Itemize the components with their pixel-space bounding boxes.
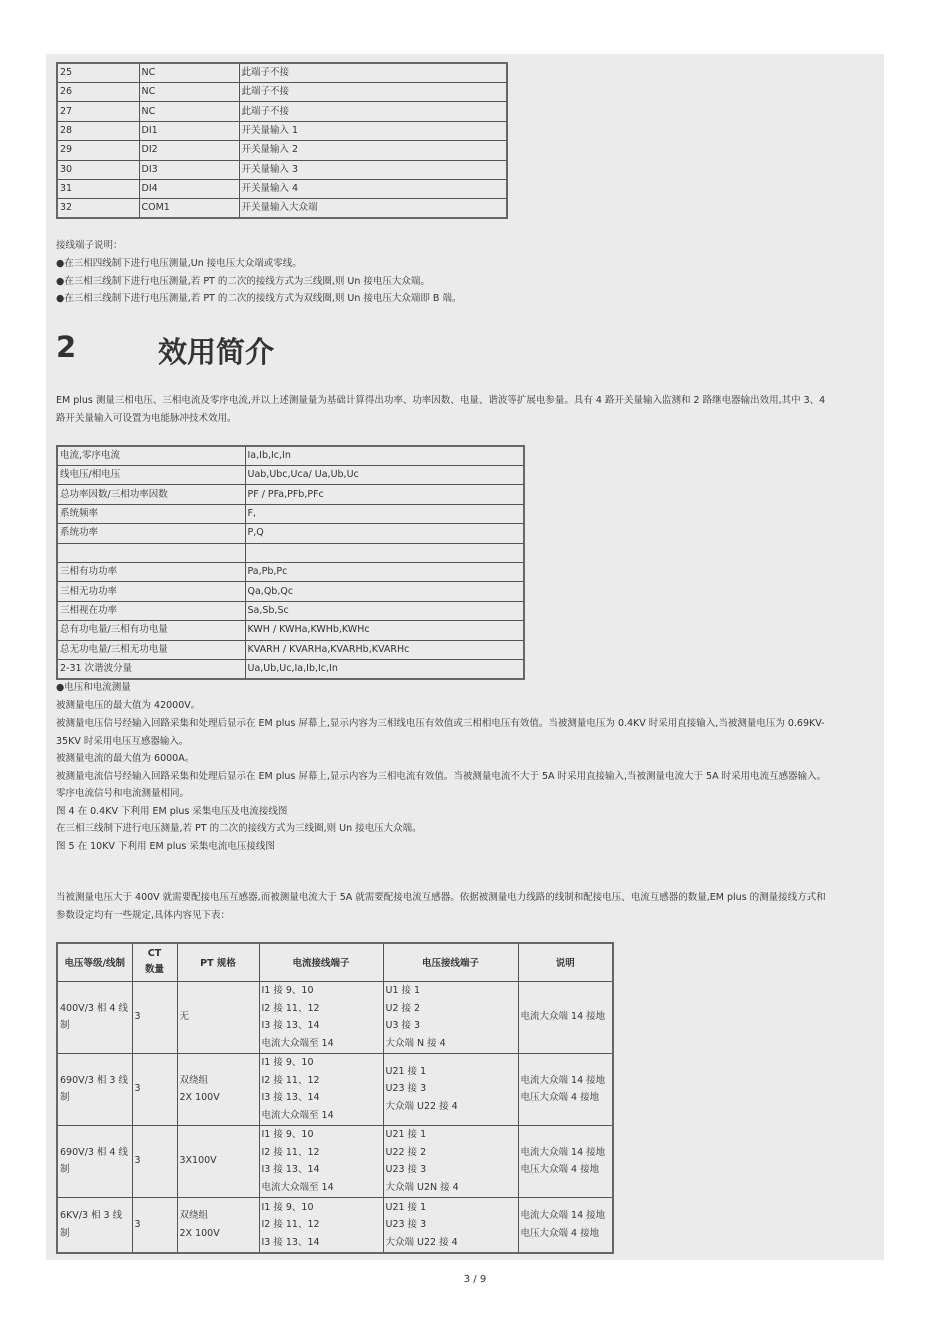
terminal-description: 开关量输入 1: [239, 121, 507, 140]
voltage-terminals-line: U23 接 3: [385, 1219, 427, 1230]
terminal-note: ●在三相四线制下进行电压测量,Un 接电压大众端或零线。: [56, 258, 302, 269]
terminal-description: 开关量输入 2: [239, 141, 507, 160]
wiring-note-line: 电流大众端 14 接地: [520, 1011, 606, 1023]
measure-symbol: Uab,Ubc,Uca/ Ua,Ub,Uc: [245, 466, 524, 485]
ct-count: 3: [132, 1197, 177, 1253]
voltage-level-line: 6KV/3 相 3 线: [60, 1210, 123, 1222]
terminal-number: 27: [57, 102, 139, 121]
terminal-code: NC: [139, 63, 239, 83]
table-row: [57, 1125, 613, 1197]
measure-symbol: PF / PFa,PFb,PFc: [245, 485, 524, 504]
header-ct-count: [132, 943, 177, 981]
table-row: [57, 160, 507, 179]
terminal-number: 30: [57, 160, 139, 179]
terminal-code: DI4: [139, 179, 239, 198]
wiring-note: [518, 1125, 613, 1197]
table-row: [57, 640, 524, 659]
table-row: [57, 1053, 613, 1125]
table-row: [57, 981, 613, 1053]
pt-spec: [177, 1053, 259, 1125]
terminal-note: ●在三相三线制下进行电压测量,若 PT 的二次的接线方式为三线圈,则 Un 接电压大众端。: [56, 276, 430, 287]
measure-name: 三相无功功率: [57, 582, 245, 601]
wiring-note-line: 电流大众端 14 接地: [520, 1146, 606, 1158]
measure-symbol: Qa,Qb,Qc: [245, 582, 524, 601]
voltage-level: [57, 1197, 132, 1253]
pt-spec-line: 3X100V: [179, 1155, 217, 1167]
wiring-note-line: 电压大众端 4 接地: [520, 1092, 600, 1103]
wiring-note-line: 电流大众端 14 接地: [520, 1210, 606, 1222]
header-ct-line: 数量: [144, 964, 164, 976]
pt-spec-line: 双绕组: [179, 1074, 209, 1086]
table-row: [57, 141, 507, 160]
current-terminals-line: I1 接 9、10: [261, 985, 314, 996]
measure-name: 系统功率: [57, 524, 245, 543]
voltage-level: [57, 1053, 132, 1125]
measure-symbol: P,Q: [245, 524, 524, 543]
current-terminals-line: I3 接 13、14: [261, 1236, 320, 1248]
measure-name: 三相视在功率: [57, 601, 245, 620]
terminal-description: 此端子不接: [239, 102, 507, 121]
table-row: [57, 83, 507, 102]
section-title: 效用简介: [158, 335, 275, 369]
table-row: [57, 543, 524, 562]
terminal-description: 开关量输入 4: [239, 179, 507, 198]
pt-intro-line: 参数设定均有一些规定,具体内容见下表：: [56, 910, 231, 921]
terminal-number: 29: [57, 141, 139, 160]
pt-spec: [177, 981, 259, 1053]
measurement-table: [56, 445, 525, 680]
header-current-terminal: 电流接线端子: [259, 943, 383, 981]
current-terminals-line: I3 接 13、14: [261, 1092, 320, 1103]
body-line: 在三相三线制下进行电压测量,若 PT 的二次的接线方式为三线圈,则 Un 接电压大众端。: [56, 823, 422, 834]
table-row: [57, 621, 524, 640]
current-terminals-line: I3 接 13、14: [261, 1164, 320, 1175]
voltage-level: [57, 1125, 132, 1197]
section-number: 2: [56, 330, 77, 364]
wiring-note: [518, 1053, 613, 1125]
current-terminals: [259, 1125, 383, 1197]
body-line: 被测量电流的最大值为 6000A。: [56, 753, 195, 764]
voltage-terminals-line: U21 接 1: [385, 1065, 427, 1077]
wiring-note-line: 电压大众端 4 接地: [520, 1164, 600, 1175]
voltage-terminals: [383, 1053, 518, 1125]
voltage-terminals-line: U2 接 2: [385, 1002, 421, 1014]
measure-name: [57, 543, 245, 562]
measure-symbol: KWH / KWHa,KWHb,KWHc: [245, 621, 524, 640]
table-row: [57, 485, 524, 504]
table-row: [57, 466, 524, 485]
measure-name: 三相有功功率: [57, 562, 245, 581]
table-row: [57, 199, 507, 219]
voltage-terminals-line: U23 接 3: [385, 1164, 427, 1175]
terminal-number: 32: [57, 199, 139, 219]
voltage-level-line: 制: [60, 1020, 70, 1031]
current-terminals-line: I2 接 11、12: [261, 1002, 320, 1014]
page-number: 3 / 9: [463, 1274, 487, 1285]
body-line: 被测量电流信号经输入回路采集和处理后显示在 EM plus 屏幕上,显示内容为三相电流有效值。当被测量电流不大于 5A 时采用直接输入,当被测量电流大于 5A 时采用电流互感器输入。: [56, 771, 827, 782]
table-row: [57, 504, 524, 523]
voltage-level-line: 制: [60, 1227, 70, 1239]
terminal-code: COM1: [139, 199, 239, 219]
table-row: [57, 582, 524, 601]
measure-name: 线电压/相电压: [57, 466, 245, 485]
current-terminals-line: I1 接 9、10: [261, 1129, 314, 1140]
measure-symbol: Ua,Ub,Uc,Ia,Ib,Ic,In: [245, 659, 524, 679]
voltage-terminals-line: 大众端 N 接 4: [385, 1037, 446, 1049]
intro-line: 路开关量输入可设置为电能脉冲技术效用。: [56, 413, 237, 424]
intro-line: EM plus 测量三相电压、三相电流及零序电流,并以上述测量量为基础计算得出功率、功率因数、电量、谐波等扩展电参量。具有 4 路开关量输入监测和 2 路继电器输出效用,其中 3、4: [56, 395, 826, 406]
table-row: [57, 524, 524, 543]
current-terminals-line: I3 接 13、14: [261, 1020, 320, 1031]
table-row: [57, 1197, 613, 1253]
measure-name: 总无功电量/三相无功电量: [57, 640, 245, 659]
current-terminals-line: 电流大众端至 14: [261, 1037, 334, 1049]
table-row: [57, 121, 507, 140]
pt-spec: [177, 1197, 259, 1253]
measure-symbol: Pa,Pb,Pc: [245, 562, 524, 581]
measure-symbol: Ia,Ib,Ic,In: [245, 446, 524, 466]
current-terminals-line: 电流大众端至 14: [261, 1181, 334, 1193]
body-line: 图 5 在 10KV 下利用 EM plus 采集电流电压接线图: [56, 841, 275, 852]
pt-spec-line: 无: [179, 1011, 190, 1023]
body-line: ●电压和电流测量: [56, 682, 131, 693]
pt-spec: [177, 1125, 259, 1197]
body-line: 零序电流信号和电流测量相同。: [56, 788, 190, 799]
voltage-terminals-line: 大众端 U22 接 4: [385, 1100, 458, 1112]
voltage-terminals: [383, 1125, 518, 1197]
terminal-notes-title: 接线端子说明：: [56, 240, 123, 251]
voltage-level-line: 400V/3 相 4 线: [60, 1002, 128, 1014]
voltage-level-line: 制: [60, 1092, 70, 1103]
terminal-code: NC: [139, 102, 239, 121]
wiring-note: [518, 981, 613, 1053]
voltage-terminals-line: U22 接 2: [385, 1146, 427, 1158]
pt-spec-line: 2X 100V: [179, 1092, 220, 1103]
wiring-note-line: 电压大众端 4 接地: [520, 1227, 600, 1239]
measure-name: 系统频率: [57, 504, 245, 523]
current-terminals-line: 电流大众端至 14: [261, 1109, 334, 1121]
current-terminals: [259, 981, 383, 1053]
measure-name: 电流,零序电流: [57, 446, 245, 466]
measure-name: 总有功电量/三相有功电量: [57, 621, 245, 640]
terminal-note: ●在三相三线制下进行电压测量,若 PT 的二次的接线方式为双线圈,则 Un 接电压大众端即 B 端。: [56, 293, 462, 304]
measure-name: 2-31 次谐波分量: [57, 659, 245, 679]
terminal-table: [56, 62, 508, 219]
voltage-terminals: [383, 1197, 518, 1253]
terminal-code: NC: [139, 83, 239, 102]
body-line: 被测量电压信号经输入回路采集和处理后显示在 EM plus 屏幕上,显示内容为三相线电压有效值或三相相电压有效值。当被测量电压为 0.4KV 时采用直接输入,当被测量电压为 0.69KV-: [56, 718, 825, 729]
voltage-terminals-line: 大众端 U2N 接 4: [385, 1181, 459, 1193]
terminal-code: DI3: [139, 160, 239, 179]
table-row: [57, 659, 524, 679]
terminal-number: 25: [57, 63, 139, 83]
terminal-description: 此端子不接: [239, 83, 507, 102]
current-terminals-line: I2 接 11、12: [261, 1074, 320, 1086]
voltage-terminals-line: U21 接 1: [385, 1201, 427, 1213]
voltage-terminals-line: U21 接 1: [385, 1129, 427, 1140]
wiring-note-line: 电流大众端 14 接地: [520, 1074, 606, 1086]
voltage-terminals-line: U1 接 1: [385, 985, 421, 996]
ct-count: 3: [132, 1053, 177, 1125]
current-terminals: [259, 1053, 383, 1125]
voltage-level-line: 690V/3 相 4 线: [60, 1146, 128, 1158]
pt-spec-line: 2X 100V: [179, 1227, 220, 1239]
table-row: [57, 63, 507, 83]
body-line: 35KV 时采用电压互感器输入。: [56, 736, 189, 747]
voltage-level-line: 690V/3 相 3 线: [60, 1074, 128, 1086]
terminal-description: 开关量输入大众端: [239, 199, 507, 219]
table-row: [57, 446, 524, 466]
current-terminals-line: I1 接 9、10: [261, 1057, 314, 1068]
body-line: 图 4 在 0.4KV 下利用 EM plus 采集电压及电流接线图: [56, 806, 288, 817]
table-row: [57, 179, 507, 198]
header-pt-spec: PT 规格: [177, 943, 259, 981]
pt-spec-line: 双绕组: [179, 1210, 209, 1222]
header-note: 说明: [518, 943, 613, 981]
current-terminals: [259, 1197, 383, 1253]
wiring-table: [56, 942, 614, 1254]
pt-intro-line: 当被测量电压大于 400V 就需要配接电压互感器,而被测量电流大于 5A 就需要配接电流互感器。依据被测量电力线路的线制和配接电压、电流互感器的数量,EM plus 的测量接线方式和: [56, 892, 826, 903]
current-terminals-line: I2 接 11、12: [261, 1219, 320, 1230]
table-row: [57, 601, 524, 620]
measure-symbol: [245, 543, 524, 562]
terminal-number: 28: [57, 121, 139, 140]
voltage-terminals-line: U3 接 3: [385, 1020, 421, 1031]
measure-symbol: KVARH / KVARHa,KVARHb,KVARHc: [245, 640, 524, 659]
table-row: [57, 562, 524, 581]
measure-symbol: F,: [245, 504, 524, 523]
table-row: [57, 102, 507, 121]
measure-name: 总功率因数/三相功率因数: [57, 485, 245, 504]
terminal-number: 26: [57, 83, 139, 102]
terminal-description: 开关量输入 3: [239, 160, 507, 179]
voltage-terminals-line: U23 接 3: [385, 1083, 427, 1095]
current-terminals-line: I1 接 9、10: [261, 1201, 314, 1213]
wiring-note: [518, 1197, 613, 1253]
current-terminals-line: I2 接 11、12: [261, 1146, 320, 1158]
voltage-terminals: [383, 981, 518, 1053]
terminal-code: DI2: [139, 141, 239, 160]
terminal-code: DI1: [139, 121, 239, 140]
voltage-terminals-line: 大众端 U22 接 4: [385, 1236, 458, 1248]
terminal-description: 此端子不接: [239, 63, 507, 83]
body-line: 被测量电压的最大值为 42000V。: [56, 700, 201, 711]
voltage-level-line: 制: [60, 1164, 70, 1175]
ct-count: 3: [132, 981, 177, 1053]
header-voltage-level: 电压等级/线制: [57, 943, 132, 981]
header-ct-line: CT: [147, 948, 162, 960]
header-voltage-terminal: 电压接线端子: [383, 943, 518, 981]
voltage-level: [57, 981, 132, 1053]
terminal-number: 31: [57, 179, 139, 198]
measure-symbol: Sa,Sb,Sc: [245, 601, 524, 620]
ct-count: 3: [132, 1125, 177, 1197]
